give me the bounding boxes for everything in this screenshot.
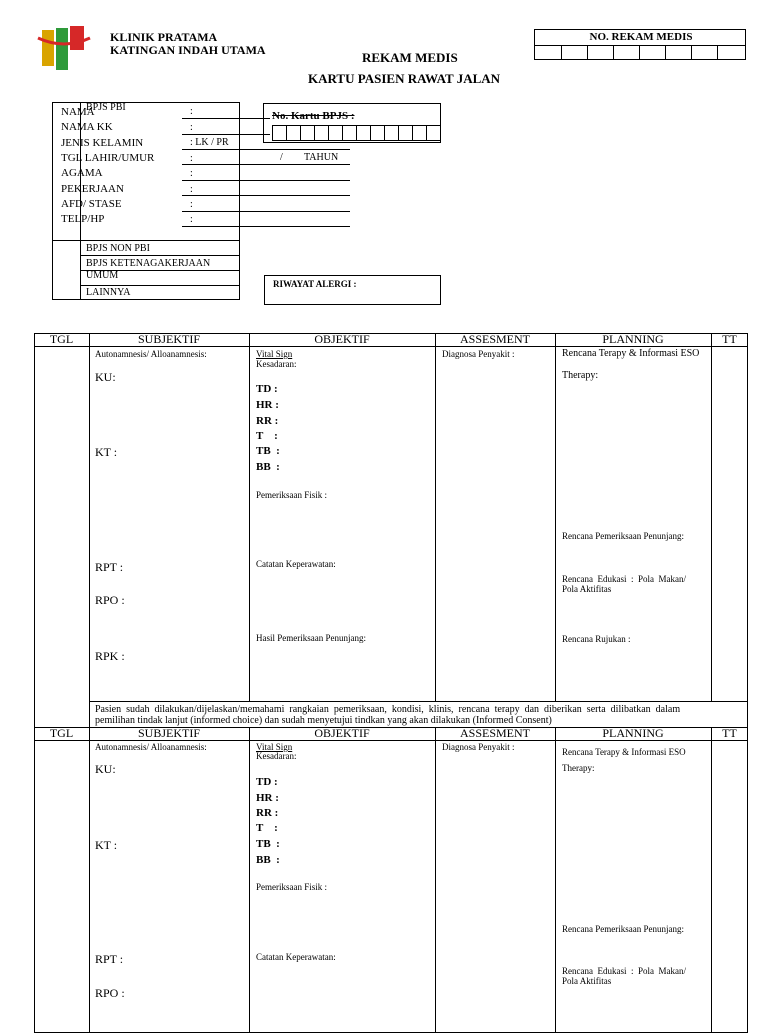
field-value-jenis-kelamin[interactable]: : LK / PR <box>190 137 229 148</box>
field-label-agama: AGAMA <box>61 167 103 179</box>
field-label-telp: TELP/HP <box>61 213 105 225</box>
header-subjektif-2: SUBJEKTIF <box>137 726 200 740</box>
vital-td: TD : <box>256 383 278 395</box>
vital-td-2: TD : <box>256 776 278 788</box>
vital-t: T : <box>256 430 278 442</box>
header-objektif: OBJEKTIF <box>314 332 370 346</box>
planning-penunjang: Rencana Pemeriksaan Penunjang: <box>562 531 684 541</box>
assessment-diagnosa: Diagnosa Penyakit : <box>442 349 515 359</box>
option-umum[interactable]: UMUM <box>86 270 119 281</box>
consent-text-line1: Pasien sudah dilakukan/dijelaskan/memahami rangkaian pemeriksaan, kondisi, klinis, rencana terapy dan diberikan serta dilibatkan dalam <box>95 704 681 715</box>
vital-bb: BB : <box>256 461 280 473</box>
option-bpjs-ketenagakerjaan[interactable]: BPJS KETENAGAKERJAAN <box>86 258 211 269</box>
planning-edukasi: Rencana Edukasi : Pola Makan/ <box>562 574 686 584</box>
vital-hr: HR : <box>256 399 279 411</box>
header-assesment-2: ASSESMENT <box>459 726 530 740</box>
subjektif-rpk: RPK : <box>95 649 125 663</box>
rekam-medis-label: NO. REKAM MEDIS <box>589 31 693 43</box>
clinic-logo <box>36 20 92 76</box>
option-lainnya[interactable]: LAINNYA <box>86 287 131 298</box>
planning-therapy-2: Therapy: <box>562 763 595 773</box>
objektif-vital-sign: Vital Sign <box>256 349 293 359</box>
header-tgl: TGL <box>49 332 74 346</box>
clinic-name-line1: KLINIK PRATAMA <box>110 30 218 44</box>
planning-edukasi-2: Rencana Edukasi : Pola Makan/ <box>562 966 686 976</box>
header-planning: PLANNING <box>602 332 664 346</box>
header-tgl-2: TGL <box>49 726 74 740</box>
header-assesment: ASSESMENT <box>459 332 530 346</box>
assessment-diagnosa-2: Diagnosa Penyakit : <box>442 742 515 752</box>
vital-hr-2: HR : <box>256 792 279 804</box>
option-bpjs-non-pbi[interactable]: BPJS NON PBI <box>86 243 150 254</box>
vital-bb-2: BB : <box>256 854 280 866</box>
vital-rr: RR : <box>256 415 279 427</box>
field-value-nama[interactable]: : <box>190 106 193 117</box>
field-value-agama[interactable]: : <box>190 168 193 179</box>
planning-terapi-2: Rencana Terapy & Informasi ESO <box>562 747 686 757</box>
planning-terapi: Rencana Terapy & Informasi ESO <box>562 348 700 359</box>
subjektif-rpo-2: RPO : <box>95 986 125 1000</box>
field-label-afd-stase: AFD/ STASE <box>61 198 122 210</box>
allergy-label: RIWAYAT ALERGI : <box>273 279 357 289</box>
header-tt-2: TT <box>722 726 737 740</box>
bpjs-card-box <box>263 103 441 143</box>
field-value-pekerjaan[interactable]: : <box>190 184 193 195</box>
objektif-kesadaran-2: Kesadaran: <box>256 751 297 761</box>
field-label-pekerjaan: PEKERJAAN <box>61 183 124 195</box>
objektif-pemeriksaan-fisik: Pemeriksaan Fisik : <box>256 490 327 500</box>
objektif-catatan: Catatan Keperawatan: <box>256 559 336 569</box>
planning-pola-aktifitas: Pola Aktifitas <box>562 584 612 594</box>
doc-subtitle: KARTU PASIEN RAWAT JALAN <box>308 71 501 86</box>
vital-rr-2: RR : <box>256 807 279 819</box>
field-label-nama-kk: NAMA KK <box>61 121 113 133</box>
subjektif-anamnesis-2: Autonamnesis/ Alloanamnesis: <box>95 742 207 752</box>
allergy-box[interactable] <box>264 275 441 305</box>
objektif-catatan-2: Catatan Keperawatan: <box>256 952 336 962</box>
planning-therapy: Therapy: <box>562 370 599 381</box>
header-tt: TT <box>722 332 737 346</box>
field-value-telp[interactable]: : <box>190 214 193 225</box>
subjektif-kt: KT : <box>95 445 118 459</box>
vital-tb-2: TB : <box>256 838 280 850</box>
objektif-hasil: Hasil Pemeriksaan Penunjang: <box>256 633 366 643</box>
planning-rujukan: Rencana Rujukan : <box>562 634 631 644</box>
field-value-afd-stase[interactable]: : <box>190 199 193 210</box>
logo-icon <box>36 20 92 76</box>
field-label-jenis-kelamin: JENIS KELAMIN <box>61 137 144 149</box>
vital-t-2: T : <box>256 822 278 834</box>
header-subjektif: SUBJEKTIF <box>137 332 200 346</box>
rekam-medis-box <box>534 29 746 60</box>
field-value-tgl-lahir[interactable]: : <box>190 153 193 164</box>
clinic-name-line2: KATINGAN INDAH UTAMA <box>110 43 266 57</box>
field-label-nama: NAMA <box>61 106 95 118</box>
doc-title: REKAM MEDIS <box>362 50 458 65</box>
subjektif-anamnesis: Autonamnesis/ Alloanamnesis: <box>95 349 207 359</box>
subjektif-ku-2: KU: <box>95 762 116 776</box>
field-value-nama-kk[interactable]: : <box>190 122 193 133</box>
subjektif-ku: KU: <box>95 370 116 384</box>
header-objektif-2: OBJEKTIF <box>314 726 370 740</box>
subjektif-rpt-2: RPT : <box>95 952 124 966</box>
planning-penunjang-2: Rencana Pemeriksaan Penunjang: <box>562 924 684 934</box>
objektif-kesadaran: Kesadaran: <box>256 359 297 369</box>
option-bpjs-pbi[interactable]: BPJS PBI <box>86 102 126 113</box>
bpjs-card-label: No. Kartu BPJS : <box>272 110 355 122</box>
objektif-vital-sign-2: Vital Sign <box>256 742 293 752</box>
header-planning-2: PLANNING <box>602 726 664 740</box>
vital-tb: TB : <box>256 445 280 457</box>
consent-text-line2: pemilihan tindak lanjut (informed choice) dan sudah menyetujui tindkan yang akan dilakukan (Informed Consent) <box>95 715 552 726</box>
subjektif-kt-2: KT : <box>95 838 118 852</box>
umur-slash: / <box>280 152 283 163</box>
field-label-tgl-lahir: TGL LAHIR/UMUR <box>61 152 155 164</box>
subjektif-rpt: RPT : <box>95 560 124 574</box>
objektif-pemeriksaan-fisik-2: Pemeriksaan Fisik : <box>256 882 327 892</box>
planning-pola-aktifitas-2: Pola Aktifitas <box>562 976 612 986</box>
subjektif-rpo: RPO : <box>95 593 125 607</box>
umur-tahun: TAHUN <box>304 152 339 163</box>
